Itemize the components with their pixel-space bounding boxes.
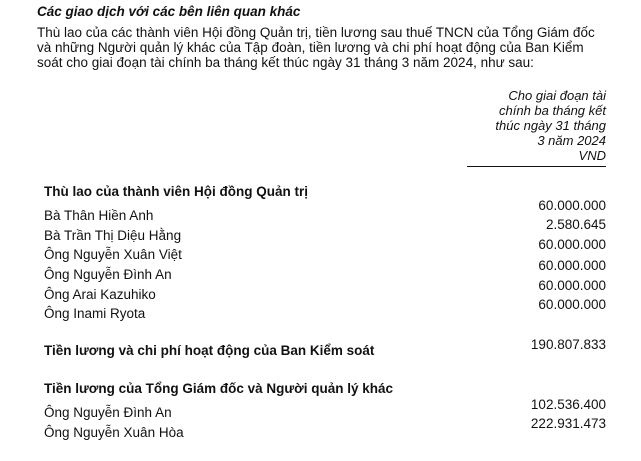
board-member-value: 60.000.000 (538, 237, 606, 252)
board-section-title: Thù lao của thành viên Hội đồng Quản trị (44, 184, 309, 199)
header-underline (467, 166, 606, 167)
board-member-value: 60.000.000 (538, 258, 606, 273)
column-header-line-3: thúc ngày 31 tháng (495, 118, 606, 133)
column-header-line-1: Cho giai đoạn tài (508, 88, 606, 103)
column-header-currency: VND (578, 148, 606, 163)
board-member-value: 60.000.000 (538, 198, 606, 213)
column-header-line-4: 3 năm 2024 (537, 133, 606, 148)
column-header-line-2: chính ba tháng kết (499, 103, 606, 118)
supervisory-value: 190.807.833 (530, 337, 606, 352)
board-member-name: Ông Arai Kazuhiko (44, 287, 156, 302)
intro-line-1: Thù lao của các thành viên Hội đồng Quản trị, tiền lương sau thuế TNCN của Tổng Giám đốc (37, 25, 595, 40)
section-heading: Các giao dịch với các bên liên quan khác (37, 4, 301, 19)
supervisory-section-title: Tiền lương và chi phí hoạt động của Ban Kiểm soát (44, 343, 375, 358)
board-member-name: Ông Inami Ryota (44, 306, 146, 321)
board-member-name: Ông Nguyễn Đình An (44, 267, 172, 282)
manager-value: 222.931.473 (530, 416, 606, 431)
intro-line-3: soát cho giai đoạn tài chính ba tháng kết thúc ngày 31 tháng 3 năm 2024, như sau: (37, 55, 534, 70)
manager-name: Ông Nguyễn Xuân Hòa (44, 425, 184, 440)
board-member-value: 2.580.645 (545, 217, 606, 232)
manager-value: 102.536.400 (530, 397, 606, 412)
board-member-value: 60.000.000 (538, 278, 606, 293)
board-member-name: Ông Nguyễn Xuân Việt (44, 247, 182, 262)
management-section-title: Tiền lương của Tổng Giám đốc và Người quản lý khác (44, 381, 394, 396)
manager-name: Ông Nguyễn Đình An (44, 405, 172, 420)
board-member-name: Bà Thân Hiền Anh (44, 208, 154, 223)
intro-line-2: và những Người quản lý khác của Tập đoàn, tiền lương và chi phí hoạt động của Ban Kiểm (37, 40, 584, 55)
board-member-value: 60.000.000 (538, 297, 606, 312)
board-member-name: Bà Trần Thị Diệu Hằng (44, 228, 182, 243)
